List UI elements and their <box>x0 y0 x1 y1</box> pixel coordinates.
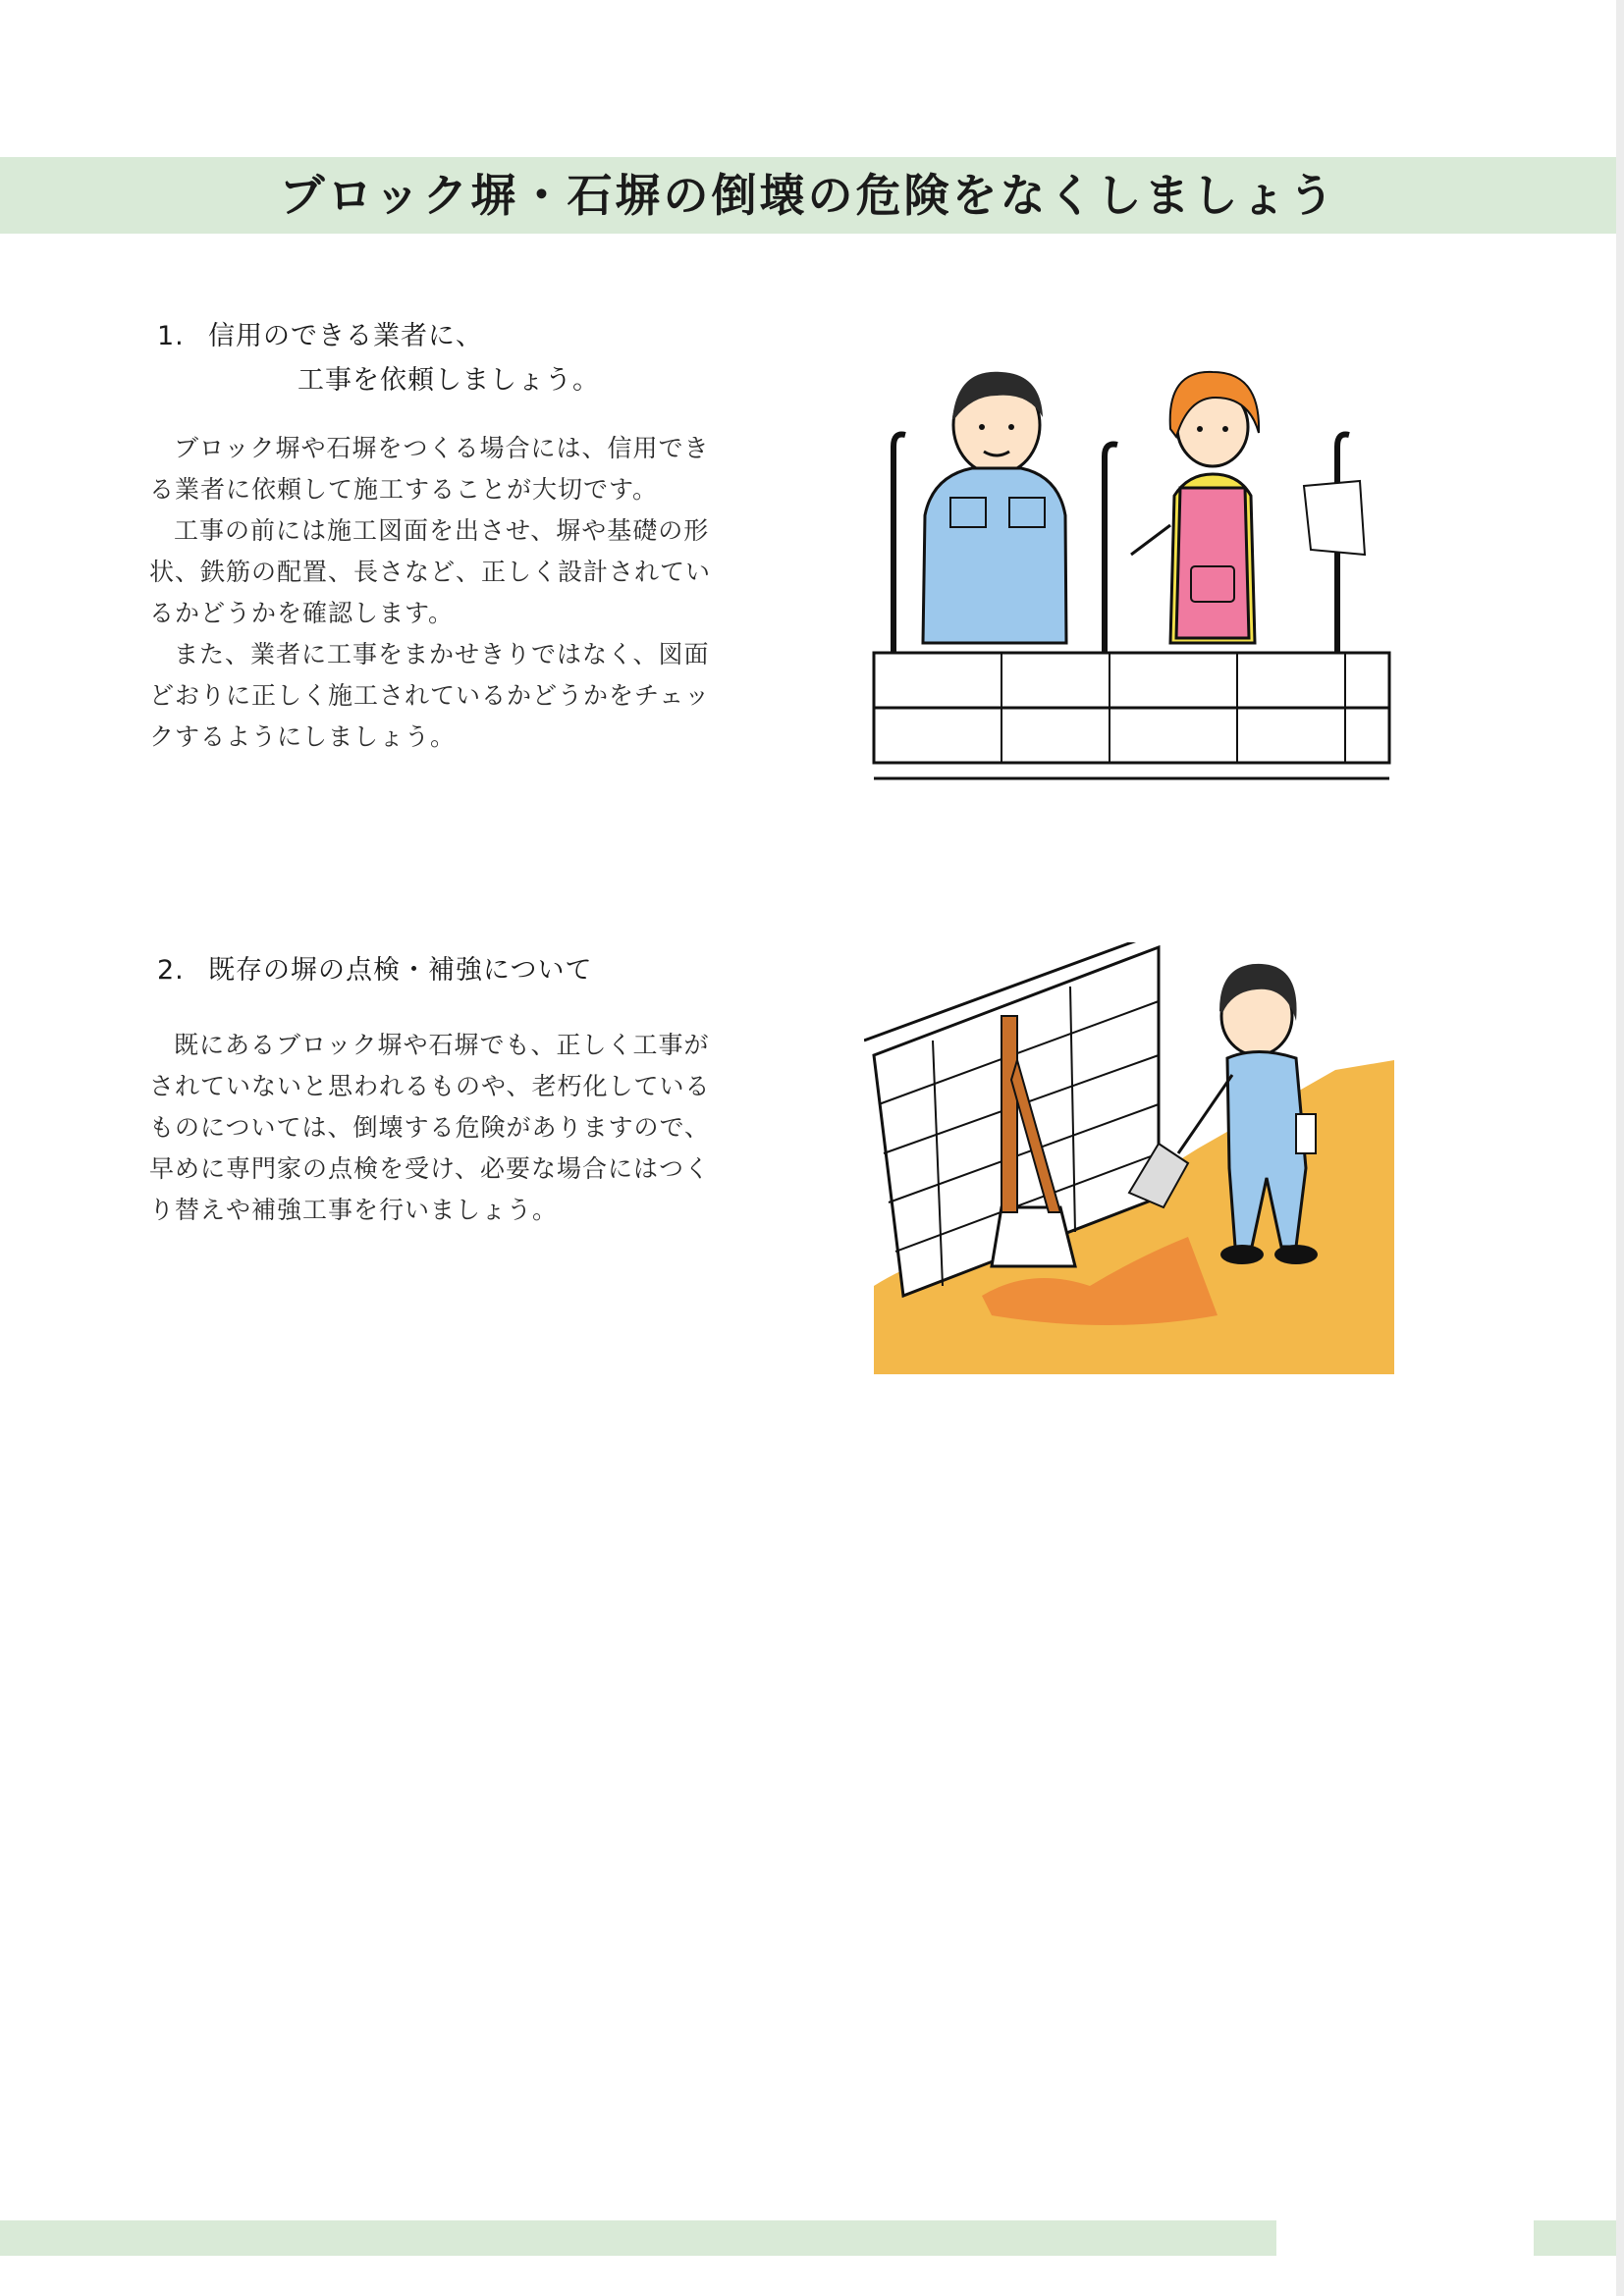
section2-heading <box>157 948 592 987</box>
two-people-inspecting-block-wall-illustration <box>864 358 1394 790</box>
section1-paragraph-1: ブロック塀や石塀をつくる場合には、信用できる業者に依頼して施工することが大切です。 <box>149 434 710 504</box>
page-title: ブロック塀・石塀の倒壊の危険をなくしましょう <box>279 169 1337 222</box>
section1-body <box>149 428 729 758</box>
section2-body <box>149 1025 729 1231</box>
worker-reinforcing-wall-illustration <box>864 942 1394 1384</box>
page-edge-shadow <box>1616 0 1624 2296</box>
section1-heading-line2: 工事を依頼しましょう。 <box>298 365 600 396</box>
section1-heading-line1: 信用のできる業者に、 <box>208 321 483 351</box>
section2-paragraph-1: 既にあるブロック塀や石塀でも、正しく工事がされていないと思われるものや、老朽化しているものについては、倒壊する危険がありますので、早めに専門家の点検を受け、必要な場合にはつくり替えや補強工事を行いましょう。 <box>149 1031 711 1224</box>
section1-paragraph-3: また、業者に工事をまかせきりではなく、図面どおりに正しく施工されているかどうかをチェックするようにしましょう。 <box>149 640 711 751</box>
section2-number: 2. <box>157 955 185 986</box>
section2-heading-text: 既存の塀の点検・補強について <box>208 955 593 986</box>
section1-number: 1. <box>157 321 185 351</box>
section1-paragraph-2: 工事の前には施工図面を出させ、塀や基礎の形状、鉄筋の配置、長さなど、正しく設計されているかどうかを確認します。 <box>149 516 712 627</box>
section1-heading <box>157 314 600 397</box>
bottom-band-gap <box>1276 2220 1534 2256</box>
